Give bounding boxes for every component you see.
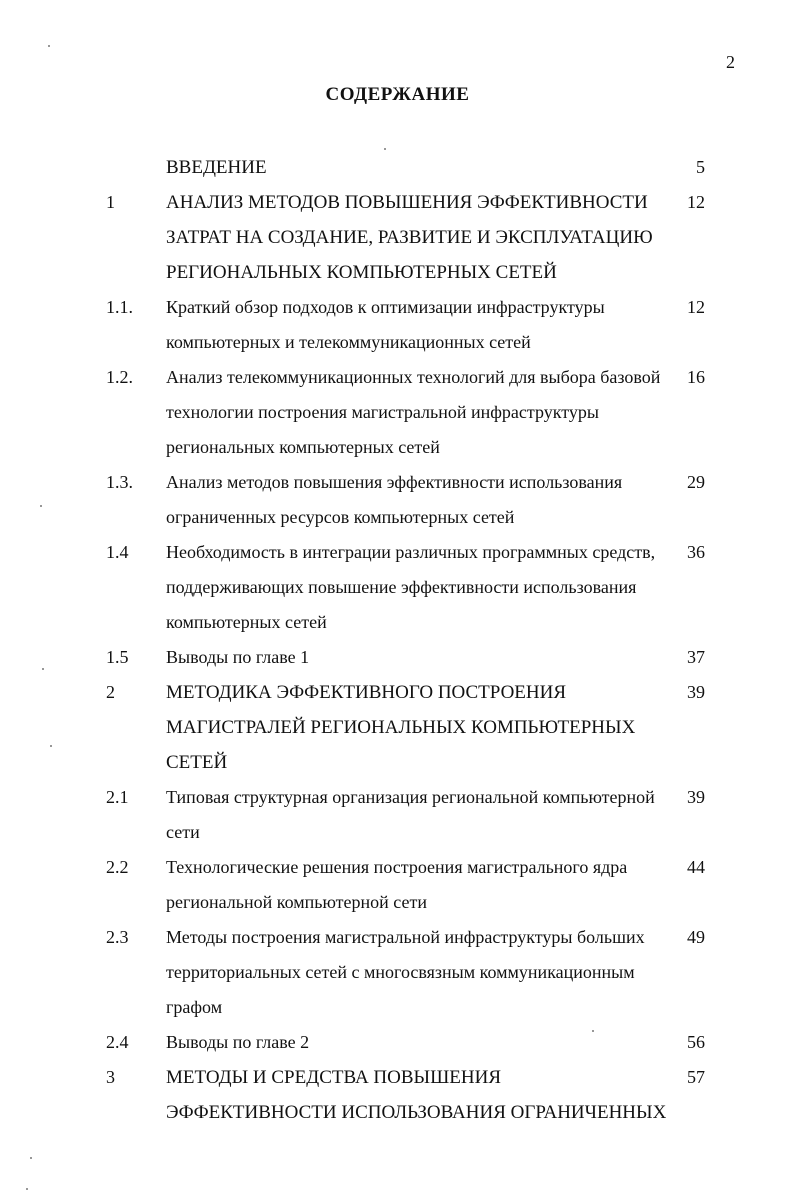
scan-speck xyxy=(40,505,42,507)
toc-entry-title: Краткий обзор подходов к оптимизации инфраструктуры компьютерных и телекоммуникационных сетей xyxy=(166,297,605,352)
toc-entry-page: 39 xyxy=(687,787,705,807)
toc-entry xyxy=(0,150,795,185)
toc-entry-page: 36 xyxy=(687,542,705,562)
toc-entry-title: Методы построения магистральной инфраструктуры больших территориальных сетей с многосвязным коммуникационным графом xyxy=(166,927,645,1017)
toc-entry-number: 2.4 xyxy=(106,1032,129,1052)
toc-entry-title: Выводы по главе 2 xyxy=(166,1032,310,1052)
page-title: СОДЕРЖАНИЕ xyxy=(325,84,470,105)
toc-entry-number: 1.1. xyxy=(106,297,133,317)
toc-entry xyxy=(0,535,795,640)
scan-speck xyxy=(42,668,44,670)
toc-entry-number: 2.3 xyxy=(106,927,129,947)
toc-entry xyxy=(0,465,795,535)
scan-speck xyxy=(26,1188,28,1190)
scan-speck xyxy=(50,745,52,747)
table-of-contents xyxy=(0,150,795,1130)
scan-speck xyxy=(384,148,386,150)
toc-entry-title: Анализ методов повышения эффективности использования ограниченных ресурсов компьютерных сетей xyxy=(166,472,623,527)
toc-entry xyxy=(0,290,795,360)
toc-entry-page: 56 xyxy=(687,1032,705,1052)
toc-entry-number: 3 xyxy=(106,1067,115,1087)
toc-entry-page: 37 xyxy=(687,647,705,667)
toc-entry-page: 12 xyxy=(687,192,705,212)
toc-entry-title: Технологические решения построения магистрального ядра региональной компьютерной сети xyxy=(166,857,628,912)
scan-speck xyxy=(30,1157,32,1159)
scan-speck xyxy=(592,1030,594,1032)
toc-entry xyxy=(0,850,795,920)
toc-entry-page: 29 xyxy=(687,472,705,492)
toc-entry xyxy=(0,1025,795,1060)
toc-entry-title: АНАЛИЗ МЕТОДОВ ПОВЫШЕНИЯ ЭФФЕКТИВНОСТИ ЗАТРАТ НА СОЗДАНИЕ, РАЗВИТИЕ И ЭКСПЛУАТАЦИЮ РЕГИОНАЛЬНЫХ КОМПЬЮТЕРНЫХ СЕТЕЙ xyxy=(166,192,653,283)
toc-entry-title: Типовая структурная организация региональной компьютерной сети xyxy=(166,787,655,842)
toc-entry xyxy=(0,185,795,290)
toc-entry-page: 44 xyxy=(687,857,705,877)
toc-entry-title: МЕТОДЫ И СРЕДСТВА ПОВЫШЕНИЯ ЭФФЕКТИВНОСТИ ИСПОЛЬЗОВАНИЯ ОГРАНИЧЕННЫХ xyxy=(166,1067,667,1123)
toc-entry-title: Необходимость в интеграции различных программных средств, поддерживающих повышение эффективности использования компьютерных сетей xyxy=(166,542,656,632)
toc-entry-number: 2.2 xyxy=(106,857,129,877)
toc-entry-number: 1.4 xyxy=(106,542,129,562)
toc-entry-page: 5 xyxy=(696,157,705,177)
scan-speck xyxy=(48,45,50,47)
toc-entry-page: 39 xyxy=(687,682,705,702)
toc-entry-title: Выводы по главе 1 xyxy=(166,647,310,667)
toc-entry-number: 1.5 xyxy=(106,647,129,667)
page-number: 2 xyxy=(726,52,735,72)
toc-entry xyxy=(0,640,795,675)
toc-entry xyxy=(0,920,795,1025)
toc-entry xyxy=(0,675,795,780)
toc-entry-title: Анализ телекоммуникационных технологий для выбора базовой технологии построения магистральной инфраструктуры региональных компьютерных сетей xyxy=(166,367,661,457)
toc-entry-page: 16 xyxy=(687,367,705,387)
toc-entry-page: 57 xyxy=(687,1067,705,1087)
toc-entry-title: ВВЕДЕНИЕ xyxy=(166,157,267,178)
toc-entry-number: 1.2. xyxy=(106,367,133,387)
toc-entry-page: 49 xyxy=(687,927,705,947)
toc-entry xyxy=(0,780,795,850)
toc-entry-number: 1.3. xyxy=(106,472,133,492)
toc-entry-page: 12 xyxy=(687,297,705,317)
toc-entry-number: 2 xyxy=(106,682,115,702)
toc-entry-number: 2.1 xyxy=(106,787,129,807)
toc-entry-number: 1 xyxy=(106,192,115,212)
toc-entry-title: МЕТОДИКА ЭФФЕКТИВНОГО ПОСТРОЕНИЯ МАГИСТРАЛЕЙ РЕГИОНАЛЬНЫХ КОМПЬЮТЕРНЫХ СЕТЕЙ xyxy=(166,682,636,773)
toc-entry xyxy=(0,1060,795,1130)
toc-entry xyxy=(0,360,795,465)
